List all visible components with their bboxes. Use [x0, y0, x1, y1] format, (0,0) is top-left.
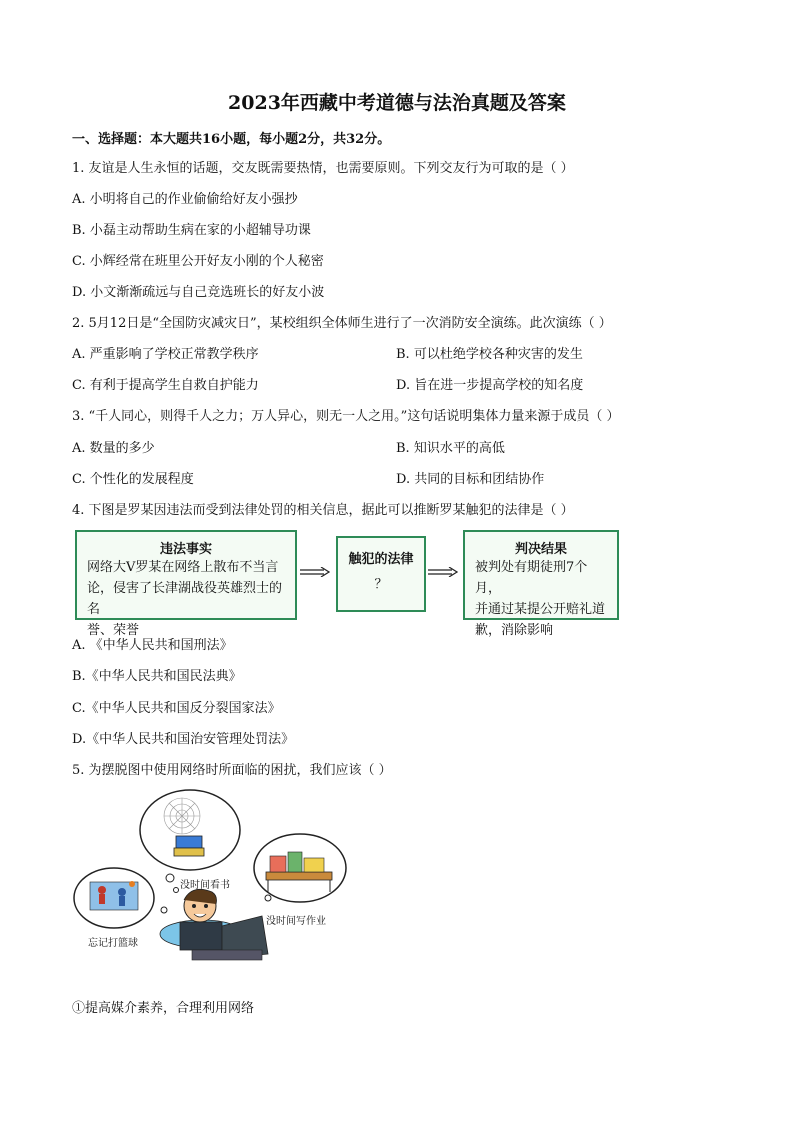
- flow-box-verdict: [463, 530, 619, 638]
- flow-box-illegal-facts: [75, 530, 297, 638]
- q4-option-d: D.《中华人民共和国治安管理处罚法》: [72, 732, 295, 747]
- flow-box-line: 被判处有期徒刑7个月，: [475, 560, 588, 596]
- flow-box-title: 判决结果: [514, 542, 567, 557]
- q1-option-d: D. 小文渐渐疏远与自己竞选班长的好友小波: [72, 285, 325, 300]
- flow-box-title: 违法事实: [159, 542, 212, 557]
- q4-option-a: A. 《中华人民共和国刑法》: [72, 638, 233, 653]
- flow-box-line: 并通过某提公开赔礼道: [475, 602, 606, 617]
- q4-option-c: C.《中华人民共和国反分裂国家法》: [72, 701, 281, 716]
- q3-option-d: D. 共同的目标和团结协作: [396, 472, 545, 487]
- q2-option-c: C. 有利于提高学生自救自护能力: [72, 378, 259, 393]
- double-arrow-icon: [300, 567, 330, 577]
- internet-addiction-illustration: [72, 786, 362, 966]
- q2-option-d: D. 旨在进一步提高学校的知名度: [396, 378, 584, 393]
- q2-option-a: A. 严重影响了学校正常教学秩序: [72, 347, 259, 362]
- caption-forget-basketball: 忘记打篮球: [88, 938, 138, 949]
- q5-item-1: ①提高媒介素养，合理利用网络: [72, 1001, 255, 1016]
- q1-stem: 1. 友谊是人生永恒的话题，交友既需要热情，也需要原则。下列交友行为可取的是（ ）: [72, 161, 574, 176]
- q4-stem: 4. 下图是罗某因违法而受到法律处罚的相关信息，据此可以推断罗某触犯的法律是（ ）: [72, 503, 574, 518]
- flow-box-line: 网络大V罗某在网络上散布不当言: [87, 560, 279, 575]
- flow-box-question-mark: ？: [374, 577, 388, 592]
- section-heading: 一、选择题：本大题共16小题，每小题2分，共32分。: [72, 132, 391, 147]
- q2-option-b: B. 可以杜绝学校各种灾害的发生: [396, 347, 583, 362]
- double-arrow-icon: [428, 567, 458, 577]
- q3-option-b: B. 知识水平的高低: [396, 441, 505, 456]
- q5-stem: 5. 为摆脱图中使用网络时所面临的困扰，我们应该（ ）: [72, 763, 392, 778]
- flow-box-title: 触犯的法律: [348, 552, 414, 567]
- flow-box-line: 歉，消除影响: [475, 623, 554, 638]
- flow-box-line: 论，侵害了长津湖战役英雄烈士的名: [87, 581, 283, 617]
- q3-stem: 3. “千人同心，则得千人之力；万人异心，则无一人之用。”这句话说明集体力量来源于成员（ ）: [72, 409, 620, 424]
- caption-no-time-for-homework: 没时间写作业: [266, 916, 326, 927]
- q1-option-b: B. 小磊主动帮助生病在家的小超辅导功课: [72, 223, 311, 238]
- q1-option-c: C. 小辉经常在班里公开好友小刚的个人秘密: [72, 254, 324, 269]
- q3-option-c: C. 个性化的发展程度: [72, 472, 194, 487]
- q3-option-a: A. 数量的多少: [72, 441, 155, 456]
- flow-box-line: 誉、荣誉: [87, 623, 140, 638]
- caption-no-time-to-read: 没时间看书: [180, 880, 230, 891]
- flow-box-violated-law: [336, 536, 426, 612]
- document-title: 2023年西藏中考道德与法治真题及答案: [228, 92, 566, 114]
- q1-option-a: A. 小明将自己的作业偷偷给好友小强抄: [72, 192, 298, 207]
- q2-stem: 2. 5月12日是“全国防灾减灾日”，某校组织全体师生进行了一次消防安全演练。此次演练（ ）: [72, 316, 612, 331]
- q4-option-b: B.《中华人民共和国民法典》: [72, 669, 242, 684]
